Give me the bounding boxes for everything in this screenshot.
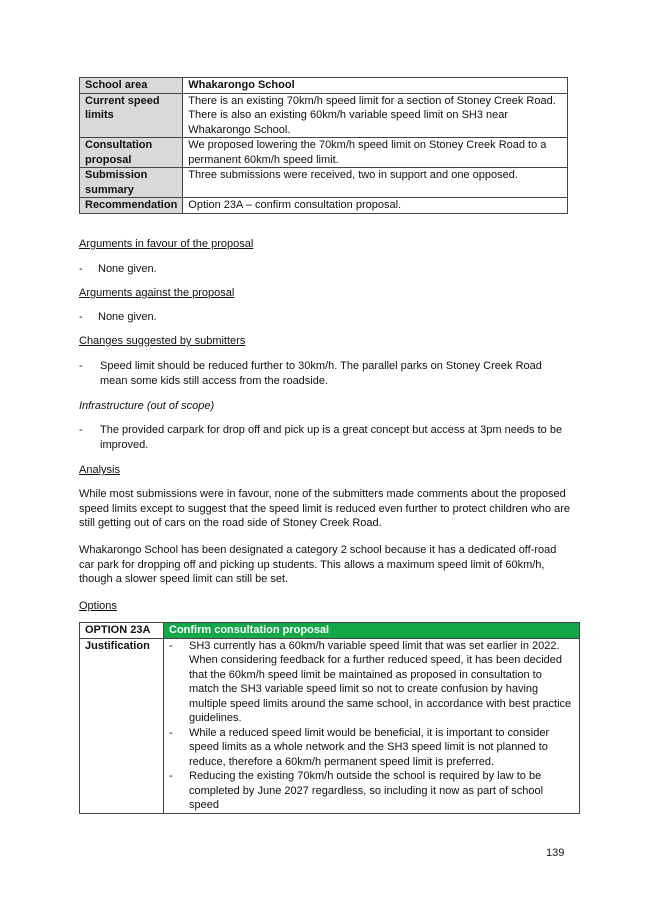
row-value: Whakarongo School [183, 78, 568, 94]
page-number: 139 [546, 847, 565, 859]
dash-marker: - [169, 726, 173, 739]
infrastructure-item-text: The provided carpark for drop off and pick up is a great concept but access at 3pm needs to be improved. [100, 424, 563, 451]
row-value: Option 23A – confirm consultation proposal. [183, 198, 568, 214]
dash-marker: - [79, 263, 83, 275]
table-row [80, 93, 568, 138]
list-item [169, 769, 574, 813]
infrastructure-item [79, 423, 564, 452]
favour-item [79, 262, 579, 277]
row-label: School area [80, 78, 183, 94]
favour-heading: Arguments in favour of the proposal [79, 238, 254, 250]
analysis-paragraph-1: While most submissions were in favour, none of the submitters made comments about the proposed speed limits except to suggest that the speed limit is reduced even further to protect children who are still getting out of cars on the road side of Stoney Creek Road. [79, 488, 570, 529]
against-item [79, 310, 579, 325]
list-item [169, 639, 574, 726]
analysis-paragraph-2: Whakarongo School has been designated a category 2 school because it has a dedicated off-road car park for dropping off and picking up students. This allows a maximum speed limit of 60km/h, though a slower speed limit can still be set. [79, 544, 557, 585]
justification-text: While a reduced speed limit would be beneficial, it is important to consider speed limits as a whole network and the SH3 speed limit is not planned to reduce, therefore a 60km/h permanent speed limit is preferred. [189, 726, 550, 768]
justification-text: SH3 currently has a 60km/h variable speed limit that was set earlier in 2022. When considering feedback for a further reduced speed, it has been decided that the 60km/h speed limit be maintained as proposed in consultation to match the SH3 variable speed limit so not to create confusion by having multiple speed limits around the same school, in accordance with best practice guidelines. [189, 639, 572, 724]
justification-list [169, 639, 574, 813]
changes-heading: Changes suggested by submitters [79, 335, 246, 347]
dash-marker: - [79, 424, 83, 436]
changes-item-text: Speed limit should be reduced further to 30km/h. The parallel parks on Stoney Creek Road mean some kids still access from the roadside. [100, 360, 542, 387]
list-item [169, 726, 574, 770]
dash-marker: - [79, 311, 83, 323]
dash-marker: - [79, 360, 83, 372]
table-row [80, 168, 568, 198]
justification-label: Justification [80, 638, 164, 813]
changes-item [79, 359, 564, 388]
row-label: Submission summary [80, 168, 183, 198]
dash-marker: - [169, 770, 173, 782]
table-row [80, 78, 568, 94]
school-summary-table [79, 77, 568, 214]
table-row [80, 138, 568, 168]
table-row [80, 198, 568, 214]
option-header-row [80, 623, 580, 639]
row-value: We proposed lowering the 70km/h speed limit on Stoney Creek Road to a permanent 60km/h speed limit. [183, 138, 568, 168]
dash-marker: - [169, 639, 173, 652]
favour-item-text: None given. [98, 263, 157, 275]
row-label: Recommendation [80, 198, 183, 214]
option-title: Confirm consultation proposal [164, 623, 580, 639]
justification-cell [164, 638, 580, 813]
options-heading: Options [79, 600, 117, 612]
justification-row [80, 638, 580, 813]
analysis-heading: Analysis [79, 464, 120, 476]
row-value: Three submissions were received, two in support and one opposed. [183, 168, 568, 198]
against-heading: Arguments against the proposal [79, 287, 235, 299]
row-label: Current speed limits [80, 93, 183, 138]
option-table [79, 622, 580, 814]
infrastructure-heading: Infrastructure (out of scope) [79, 400, 215, 412]
row-value: There is an existing 70km/h speed limit for a section of Stoney Creek Road. There is also an existing 60km/h variable speed limit on SH3 near Whakarongo School. [183, 93, 568, 138]
row-label: Consultation proposal [80, 138, 183, 168]
justification-text: Reducing the existing 70km/h outside the school is required by law to be completed by June 2027 regardless, so including it now as part of school speed [189, 770, 544, 811]
option-label: OPTION 23A [80, 623, 164, 639]
against-item-text: None given. [98, 311, 157, 323]
